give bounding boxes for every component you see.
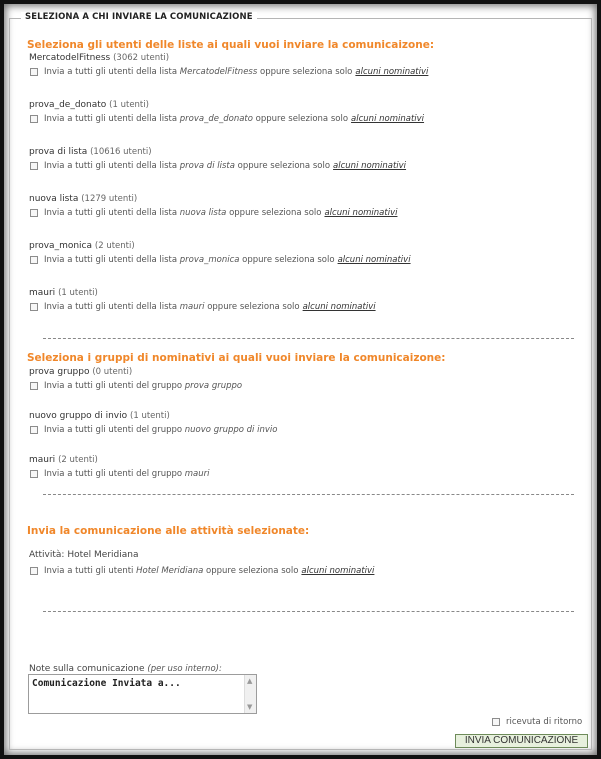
group-name bbox=[29, 367, 132, 377]
list-checkbox[interactable] bbox=[30, 115, 38, 123]
list-name-label: prova_de_donato bbox=[29, 100, 107, 110]
form-container bbox=[9, 9, 592, 750]
list-name bbox=[29, 288, 98, 298]
row-group-name: nuovo gruppo di invio bbox=[184, 425, 278, 435]
notes-label bbox=[29, 664, 222, 674]
group-row bbox=[30, 425, 277, 435]
list-name-label: MercatodelFitness bbox=[29, 53, 111, 63]
list-count: (10616 utenti) bbox=[90, 147, 152, 157]
row-prefix: Invia a tutti gli utenti del gruppo bbox=[44, 469, 183, 479]
section-divider bbox=[43, 494, 574, 495]
row-middle: oppure seleziona solo bbox=[206, 566, 299, 576]
row-prefix: Invia a tutti gli utenti del gruppo bbox=[44, 425, 183, 435]
list-name bbox=[29, 194, 137, 204]
row-group-name: mauri bbox=[184, 469, 210, 479]
notes-hint: (per uso interno): bbox=[147, 664, 222, 674]
list-row bbox=[30, 161, 406, 171]
activity-checkbox[interactable] bbox=[30, 567, 38, 575]
select-nominatives-link[interactable]: alcuni nominativi bbox=[301, 566, 375, 576]
list-checkbox[interactable] bbox=[30, 162, 38, 170]
activities-section-title: Invia la comunicazione alle attività selezionate: bbox=[27, 525, 310, 537]
group-count: (1 utenti) bbox=[130, 411, 170, 421]
send-communication-button[interactable]: INVIA COMUNICAZIONE bbox=[455, 734, 588, 748]
row-middle: oppure seleziona solo bbox=[242, 255, 335, 265]
list-name bbox=[29, 100, 149, 110]
activity-row bbox=[30, 566, 374, 576]
group-row bbox=[30, 381, 242, 391]
list-count: (1 utenti) bbox=[109, 100, 149, 110]
notes-label-text: Note sulla comunicazione bbox=[29, 664, 145, 674]
list-name-label: mauri bbox=[29, 288, 56, 298]
list-count: (1 utenti) bbox=[58, 288, 98, 298]
select-nominatives-link[interactable]: alcuni nominativi bbox=[337, 255, 411, 265]
group-row bbox=[30, 469, 210, 479]
row-list-name: prova di lista bbox=[179, 161, 235, 171]
row-middle: oppure seleziona solo bbox=[207, 302, 300, 312]
row-middle: oppure seleziona solo bbox=[260, 67, 353, 77]
list-checkbox[interactable] bbox=[30, 209, 38, 217]
scroll-down-icon[interactable]: ▼ bbox=[247, 703, 253, 711]
row-list-name: mauri bbox=[179, 302, 205, 312]
row-list-name: MercatodelFitness bbox=[179, 67, 258, 77]
group-checkbox[interactable] bbox=[30, 382, 38, 390]
group-count: (2 utenti) bbox=[58, 455, 98, 465]
row-activity-name: Hotel Meridiana bbox=[136, 566, 204, 576]
list-name bbox=[29, 147, 152, 157]
group-count: (0 utenti) bbox=[92, 367, 133, 377]
row-middle: oppure seleziona solo bbox=[229, 208, 322, 218]
list-checkbox[interactable] bbox=[30, 68, 38, 76]
list-checkbox[interactable] bbox=[30, 303, 38, 311]
groups-section-title: Seleziona i gruppi di nominativi ai quali vuoi inviare la comunicaizone: bbox=[27, 352, 446, 364]
row-list-name: prova_de_donato bbox=[179, 114, 253, 124]
list-count: (3062 utenti) bbox=[113, 53, 170, 63]
list-row bbox=[30, 208, 397, 218]
notes-textarea[interactable] bbox=[28, 674, 257, 714]
group-name-label: nuovo gruppo di invio bbox=[29, 411, 128, 421]
row-prefix: Invia a tutti gli utenti della lista bbox=[44, 67, 178, 77]
scroll-up-icon[interactable]: ▲ bbox=[247, 677, 253, 685]
list-name-label: prova di lista bbox=[29, 147, 88, 157]
row-prefix: Invia a tutti gli utenti bbox=[44, 566, 134, 576]
list-row bbox=[30, 114, 424, 124]
row-prefix: Invia a tutti gli utenti del gruppo bbox=[44, 381, 183, 391]
receipt-checkbox[interactable] bbox=[492, 718, 500, 726]
activity-label: Attività: Hotel Meridiana bbox=[29, 550, 139, 560]
row-group-name: prova gruppo bbox=[184, 381, 243, 391]
lists-section-title: Seleziona gli utenti delle liste ai quali vuoi inviare la comunicaizone: bbox=[27, 39, 435, 51]
select-nominatives-link[interactable]: alcuni nominativi bbox=[302, 302, 376, 312]
select-nominatives-link[interactable]: alcuni nominativi bbox=[351, 114, 425, 124]
group-name-label: prova gruppo bbox=[29, 367, 90, 377]
group-checkbox[interactable] bbox=[30, 470, 38, 478]
notes-value: Comunicazione Inviata a... bbox=[32, 678, 181, 689]
list-count: (1279 utenti) bbox=[81, 194, 138, 204]
list-name bbox=[29, 241, 135, 251]
row-prefix: Invia a tutti gli utenti della lista bbox=[44, 302, 178, 312]
select-nominatives-link[interactable]: alcuni nominativi bbox=[324, 208, 398, 218]
list-name-label: prova_monica bbox=[29, 241, 93, 251]
group-name bbox=[29, 411, 170, 421]
row-prefix: Invia a tutti gli utenti della lista bbox=[44, 161, 178, 171]
row-prefix: Invia a tutti gli utenti della lista bbox=[44, 208, 178, 218]
list-checkbox[interactable] bbox=[30, 256, 38, 264]
row-list-name: nuova lista bbox=[179, 208, 227, 218]
list-row bbox=[30, 302, 376, 312]
list-row bbox=[30, 255, 411, 265]
select-nominatives-link[interactable]: alcuni nominativi bbox=[333, 161, 407, 171]
group-name-label: mauri bbox=[29, 455, 56, 465]
list-name-label: nuova lista bbox=[29, 194, 79, 204]
textarea-scrollbar[interactable] bbox=[244, 675, 256, 713]
list-count: (2 utenti) bbox=[94, 241, 135, 251]
fieldset-legend: SELEZIONA A CHI INVIARE LA COMUNICAZIONE bbox=[21, 12, 257, 22]
section-divider bbox=[43, 338, 574, 339]
list-name bbox=[29, 53, 169, 63]
group-name bbox=[29, 455, 98, 465]
row-prefix: Invia a tutti gli utenti della lista bbox=[44, 255, 178, 265]
list-row bbox=[30, 67, 428, 77]
section-divider bbox=[43, 611, 574, 612]
row-middle: oppure seleziona solo bbox=[237, 161, 331, 171]
receipt-option bbox=[492, 717, 582, 727]
select-nominatives-link[interactable]: alcuni nominativi bbox=[355, 67, 429, 77]
row-list-name: prova_monica bbox=[179, 255, 240, 265]
receipt-label: ricevuta di ritorno bbox=[506, 717, 583, 727]
row-middle: oppure seleziona solo bbox=[255, 114, 349, 124]
group-checkbox[interactable] bbox=[30, 426, 38, 434]
row-prefix: Invia a tutti gli utenti della lista bbox=[44, 114, 178, 124]
